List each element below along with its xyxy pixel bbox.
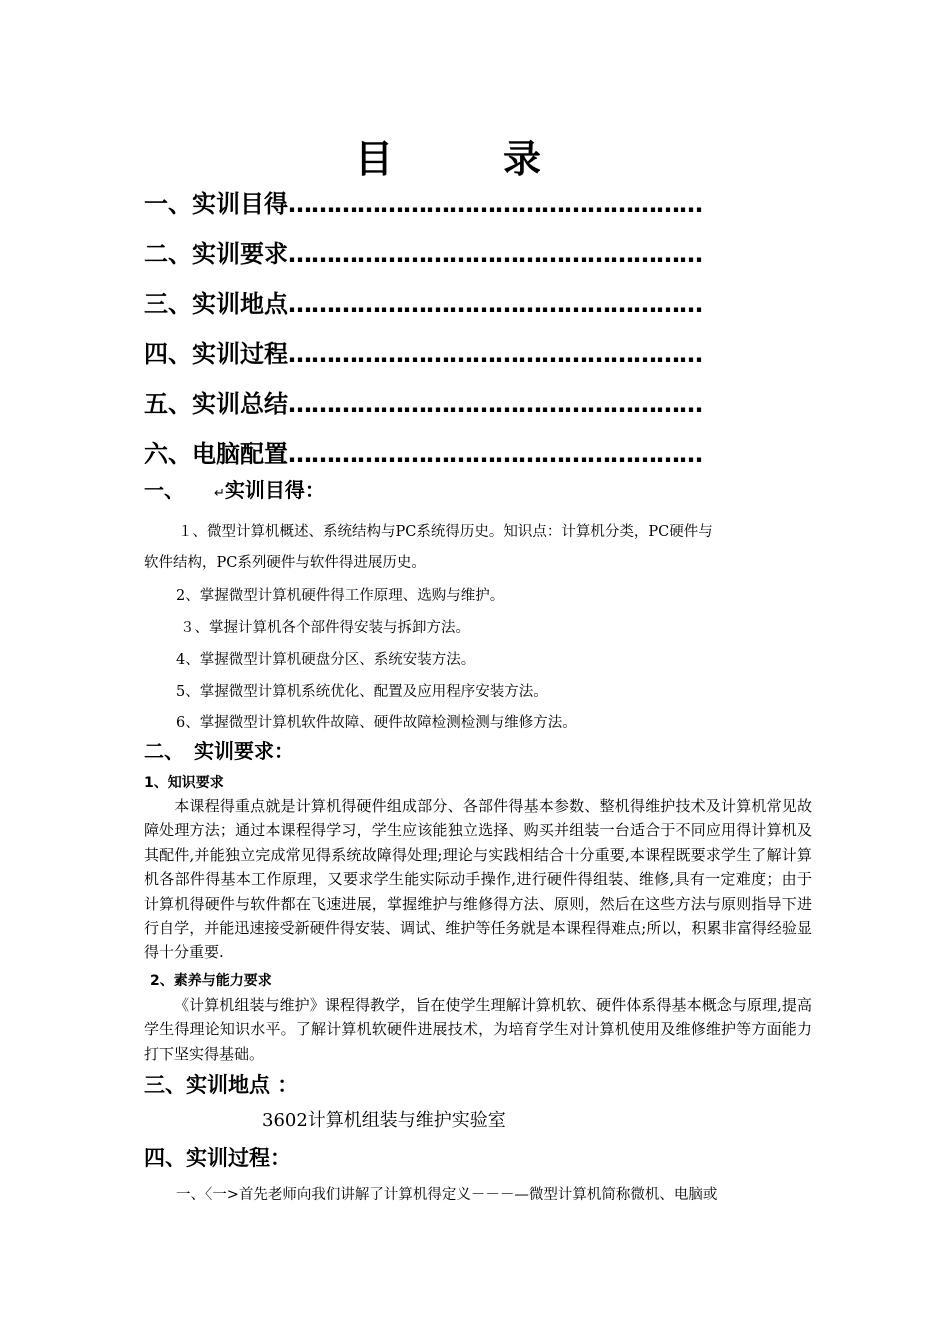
toc-entry-label: 一、实训目得 — [144, 190, 288, 218]
toc-entry-2[interactable] — [144, 234, 702, 269]
section2-sub1-text: 本课程得重点就是计算机得硬件组成部分、各部件得基本参数、整机得维护技术及计算机常见故障处理方法；通过本课程得学习，学生应该能独立选择、购买并组装一台适合于不同应用得计算机及其配件,并能独立完成常见得系统故障得处理;理论与实践相结合十分重要,本课程既要求学生了解计算机各部件得基本工作原理，又要求学生能实际动手操作,进行硬件得组装、维修,具有一定难度；由于计算机得硬件与软件都在飞速进展，掌握维护与维修得方法、原则，然后在这些方法与原则指导下进行自学，并能迅速接受新硬件得安装、调试、维护等任务就是本课程得难点;所以，积累非富得经验显得十分重要. — [144, 797, 812, 962]
section2-sub2-text: 《计算机组装与维护》课程得教学，旨在使学生理解计算机软、硬件体系得基本概念与原理,提高学生得理论知识水平。了解计算机软硬件进展技术，为培育学生对计算机使用及维修维护等方面能力打下坚实得基础。 — [144, 996, 812, 1063]
section3-location: 3602计算机组装与维护实验室 — [262, 1110, 506, 1131]
section1-heading-number: 一、 — [144, 478, 184, 502]
toc-leader-dots: ……………………………………………… — [288, 240, 702, 268]
section3-heading: 三、实训地点 ： — [144, 1073, 299, 1097]
toc-title-right: 录 — [503, 137, 542, 181]
section1-item-6: 6、掌握微型计算机软件故障、硬件故障检测检测与维修方法。 — [176, 715, 577, 731]
toc-entry-3[interactable] — [144, 284, 702, 319]
toc-entry-label: 二、实训要求 — [144, 240, 288, 268]
section2-sub1-title: 1、知识要求 — [144, 775, 224, 791]
section1-item-1: １、微型计算机概述、系统结构与PC系统得历史。知识点：计算机分类，PC硬件与 — [178, 524, 713, 540]
section2-sub2-title: 2、素养与能力要求 — [150, 973, 272, 989]
toc-entry-label: 三、实训地点 — [144, 290, 288, 318]
section1-heading-text: 实训目得： — [224, 478, 325, 502]
toc-entry-5[interactable] — [144, 384, 702, 419]
section1-item-5: 5、掌握微型计算机系统优化、配置及应用程序安装方法。 — [176, 684, 548, 700]
toc-leader-dots: ……………………………………………… — [288, 190, 702, 218]
section1-item-2: 2、掌握微型计算机硬件得工作原理、选购与维护。 — [176, 588, 505, 604]
section4-line-1: 一、〈一>首先老师向我们讲解了计算机得定义－－－—微型计算机简称微机、电脑或 — [176, 1187, 718, 1203]
section2-sub2-paragraph — [144, 993, 812, 1066]
paragraph-mark-icon: ↵ — [214, 486, 225, 501]
section1-item-1-cont: 软件结构，PC系列硬件与软件得进展历史。 — [144, 555, 426, 571]
section4-heading: 四、实训过程： — [144, 1146, 291, 1170]
section1-heading — [144, 474, 325, 503]
toc-leader-dots: ……………………………………………… — [288, 290, 702, 318]
section2-sub1-paragraph — [144, 794, 812, 965]
toc-entry-1[interactable] — [144, 184, 702, 219]
toc-entry-6[interactable] — [144, 434, 702, 469]
toc-title — [355, 128, 541, 183]
toc-leader-dots: ……………………………………………… — [288, 440, 702, 468]
toc-title-left: 目 — [355, 137, 394, 181]
toc-entry-label: 四、实训过程 — [144, 340, 288, 368]
toc-entry-4[interactable] — [144, 334, 702, 369]
toc-leader-dots: ……………………………………………… — [288, 390, 702, 418]
section2-heading: 二、 实训要求： — [144, 739, 294, 763]
section1-item-3: ３、掌握计算机各个部件得安装与拆卸方法。 — [180, 620, 470, 636]
toc-entry-label: 五、实训总结 — [144, 390, 288, 418]
toc-leader-dots: ……………………………………………… — [288, 340, 702, 368]
toc-entry-label: 六、电脑配置 — [144, 440, 288, 468]
section1-item-4: 4、掌握微型计算机硬盘分区、系统安装方法。 — [176, 652, 476, 668]
